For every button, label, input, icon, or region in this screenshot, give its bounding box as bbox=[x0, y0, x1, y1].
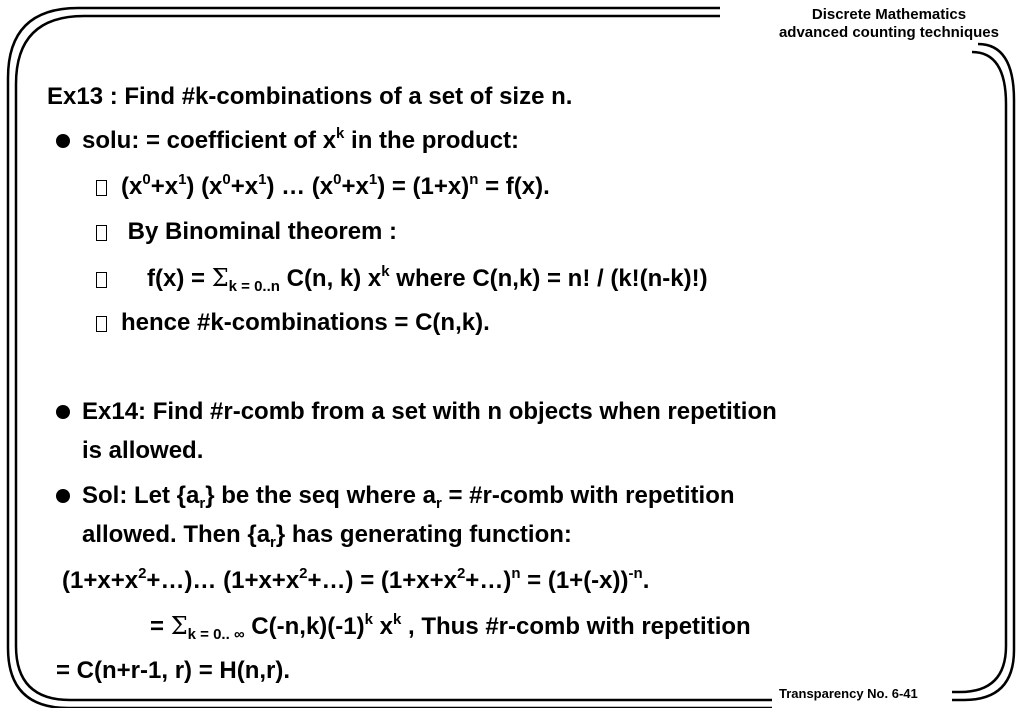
ex14-title-line2: is allowed. bbox=[82, 437, 204, 464]
generating-function-line: $(1+x+x^2+\dots)\dots$ $(1+x+x^2+\dots)$ = $(1+x+x^2+\dots)^n = (1+(-x))^{-n}$. bbox=[62, 565, 650, 594]
ex14-title-line1: Ex14: Find #r-comb from a set with n objects when repetition bbox=[82, 398, 777, 425]
transparency-number: Transparency No. 6-41 bbox=[779, 686, 918, 701]
product-line: $(x^0+x^1)$ $(x^0+x^1)$ … $(x^0+x^1) = (1+x)^n = f(x)$. bbox=[96, 173, 550, 201]
bullet bbox=[56, 134, 70, 148]
ex13-solution: solu: = coefficient of $x^k$ in the product: bbox=[82, 125, 520, 154]
box-glyph-icon bbox=[96, 225, 107, 241]
binomial-line: By Binominal theorem : bbox=[96, 218, 397, 246]
ex14-solution-line2: allowed. Then $\{a_r\}$ has generating function: bbox=[82, 521, 572, 551]
ex13-title: Ex13 : Find #k-combinations of a set of size n. bbox=[47, 83, 573, 110]
summation-line: = $\Sigma_{k = 0.. \infty}$ $C(-n,k)(-1)^k$ $x^k$ , Thus #r-comb with repetition bbox=[150, 611, 751, 643]
ex14-solution-line1: Sol: Let $\{a_r\}$ be the seq where $a_r$ = #r-comb with repetition bbox=[82, 482, 735, 512]
bullet bbox=[56, 405, 70, 419]
box-glyph-icon bbox=[96, 316, 107, 332]
course-title: Discrete Mathematics bbox=[811, 6, 967, 23]
topic-title: advanced counting techniques bbox=[778, 24, 999, 41]
hence-line: hence #k-combinations = C(n,k). bbox=[96, 309, 490, 337]
result-line: = C(n+r-1, r) = H(n,r). bbox=[56, 657, 291, 684]
box-glyph-icon bbox=[96, 272, 107, 288]
bullet bbox=[56, 489, 70, 503]
fx-line: $f(x) = \Sigma_{k = 0..n}$ C(n, k) $x^k$ where C(n,k) = n! / (k!(n-k)!) bbox=[96, 264, 708, 293]
box-glyph-icon bbox=[96, 180, 107, 196]
